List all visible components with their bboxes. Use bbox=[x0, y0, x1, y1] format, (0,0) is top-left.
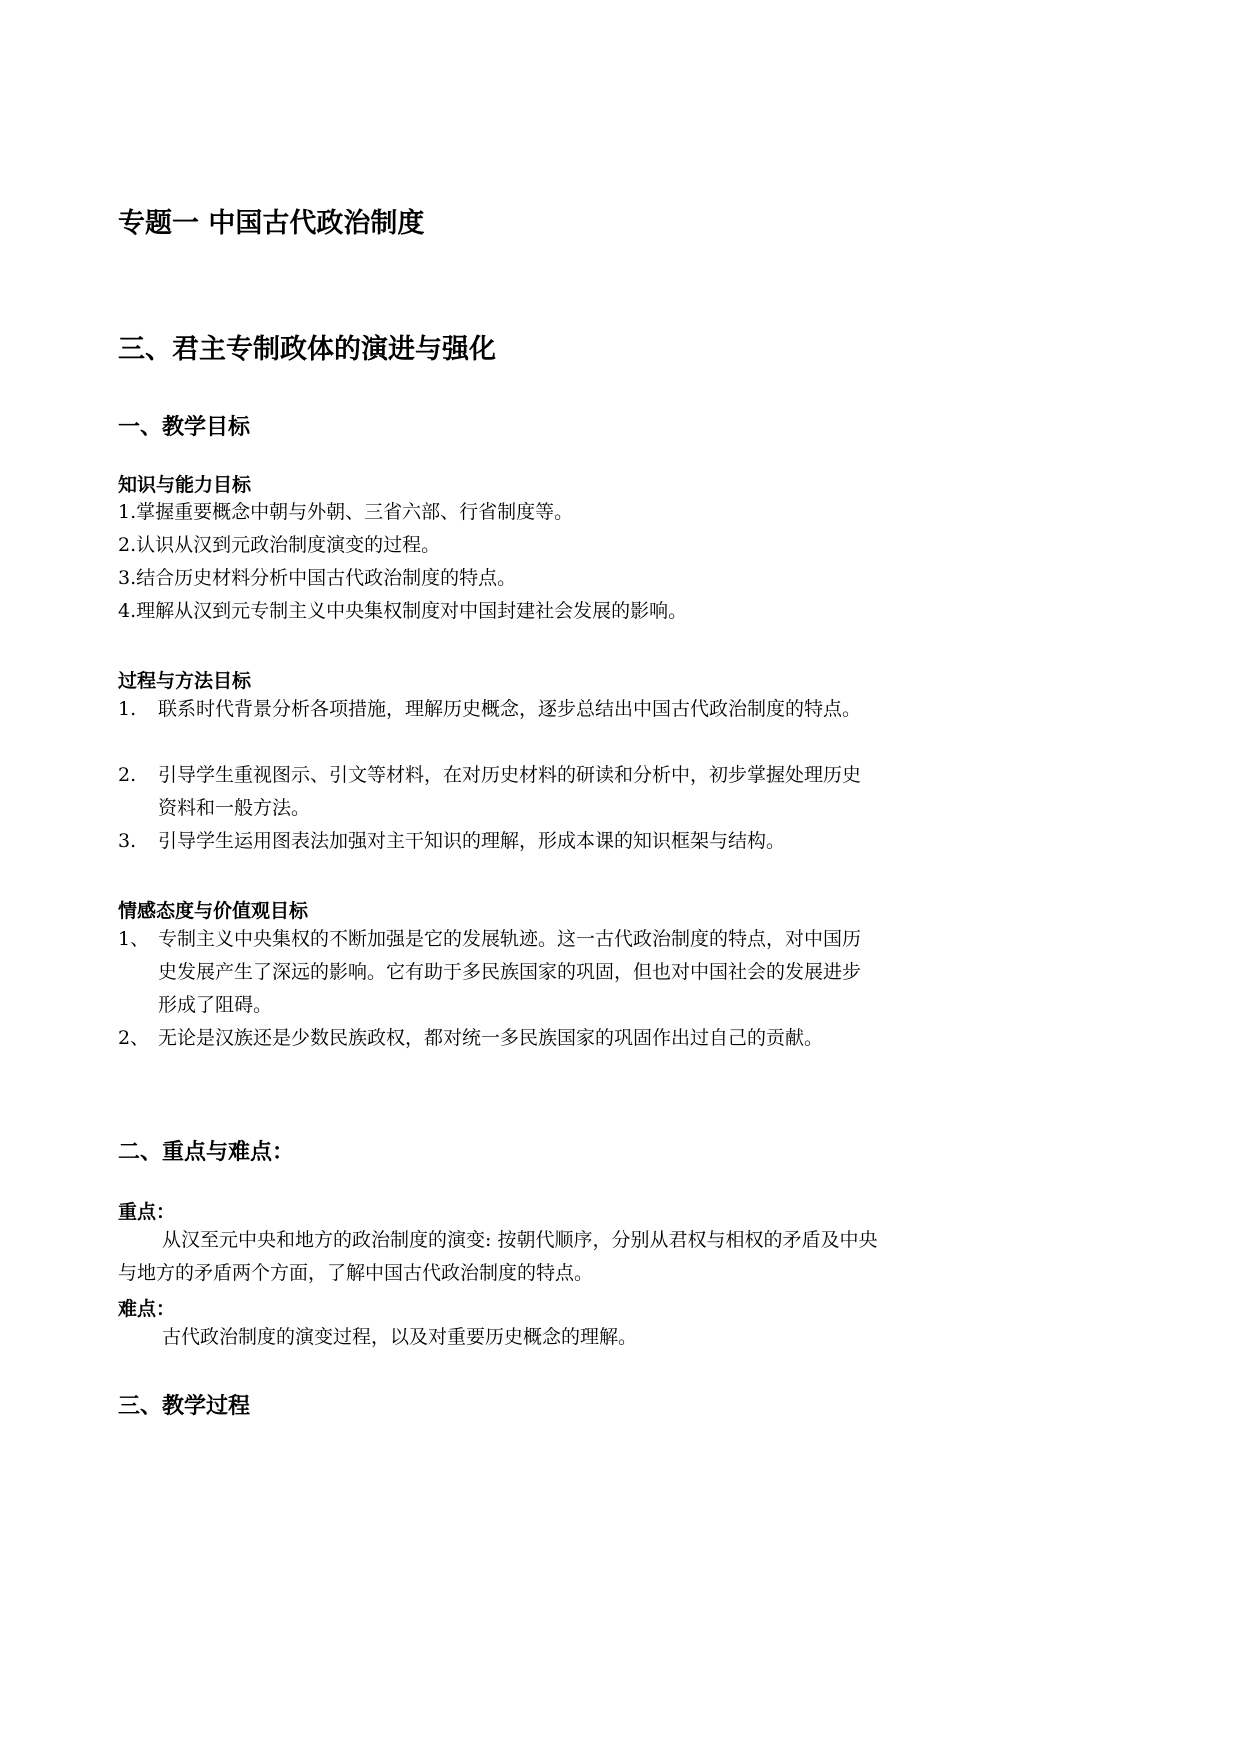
knowledge-item-2: 2.认识从汉到元政治制度演变的过程。 bbox=[118, 534, 441, 556]
knowledge-item-3: 3.结合历史材料分析中国古代政治制度的特点。 bbox=[118, 567, 517, 589]
process-goals-heading: 过程与方法目标 bbox=[118, 670, 252, 692]
section-teaching-process-heading: 三、教学过程 bbox=[118, 1394, 251, 1419]
list-text: 无论是汉族还是少数民族政权，都对统一多民族国家的巩固作出过自己的贡献。 bbox=[158, 1027, 824, 1049]
emotion-goals-heading: 情感态度与价值观目标 bbox=[118, 900, 309, 922]
list-number: 2、 bbox=[118, 1027, 150, 1049]
emotion-item-2 bbox=[118, 1022, 878, 1055]
knowledge-item-1: 1.掌握重要概念中朝与外朝、三省六部、行省制度等。 bbox=[118, 501, 574, 523]
topic-title: 专题一 中国古代政治制度 bbox=[118, 208, 425, 239]
emotion-item-1 bbox=[118, 923, 878, 1022]
knowledge-item-4: 4.理解从汉到元专制主义中央集权制度对中国封建社会发展的影响。 bbox=[118, 600, 688, 622]
list-number: 1. bbox=[118, 698, 137, 720]
difficulty-text: 古代政治制度的演变过程，以及对重要历史概念的理解。 bbox=[162, 1326, 638, 1348]
section-key-points-heading: 二、重点与难点： bbox=[118, 1140, 295, 1165]
section-teaching-goals-heading: 一、教学目标 bbox=[118, 415, 251, 440]
list-text: 专制主义中央集权的不断加强是它的发展轨迹。这一古代政治制度的特点，对中国历史发展产生了深远的影响。它有助于多民族国家的巩固，但也对中国社会的发展进步形成了阻碍。 bbox=[158, 928, 862, 1016]
process-item-1 bbox=[118, 693, 878, 726]
list-number: 2. bbox=[118, 764, 137, 786]
list-text: 引导学生运用图表法加强对主干知识的理解，形成本课的知识框架与结构。 bbox=[158, 830, 786, 852]
process-item-2 bbox=[118, 759, 878, 825]
key-point-text: 从汉至元中央和地方的政治制度的演变: 按朝代顺序，分别从君权与相权的矛盾及中央与地方的矛盾两个方面，了解中国古代政治制度的特点。 bbox=[118, 1229, 878, 1284]
lesson-title: 三、君主专制政体的演进与强化 bbox=[118, 334, 496, 365]
list-text: 引导学生重视图示、引文等材料，在对历史材料的研读和分析中，初步掌握处理历史资料和一般方法。 bbox=[158, 764, 862, 819]
list-text: 联系时代背景分析各项措施，理解历史概念，逐步总结出中国古代政治制度的特点。 bbox=[158, 698, 862, 720]
difficulty-label: 难点： bbox=[118, 1298, 176, 1320]
list-number: 1、 bbox=[118, 928, 150, 950]
process-item-3 bbox=[118, 825, 878, 858]
list-number: 3. bbox=[118, 830, 137, 852]
key-point-label: 重点： bbox=[118, 1201, 176, 1223]
knowledge-goals-heading: 知识与能力目标 bbox=[118, 474, 252, 496]
